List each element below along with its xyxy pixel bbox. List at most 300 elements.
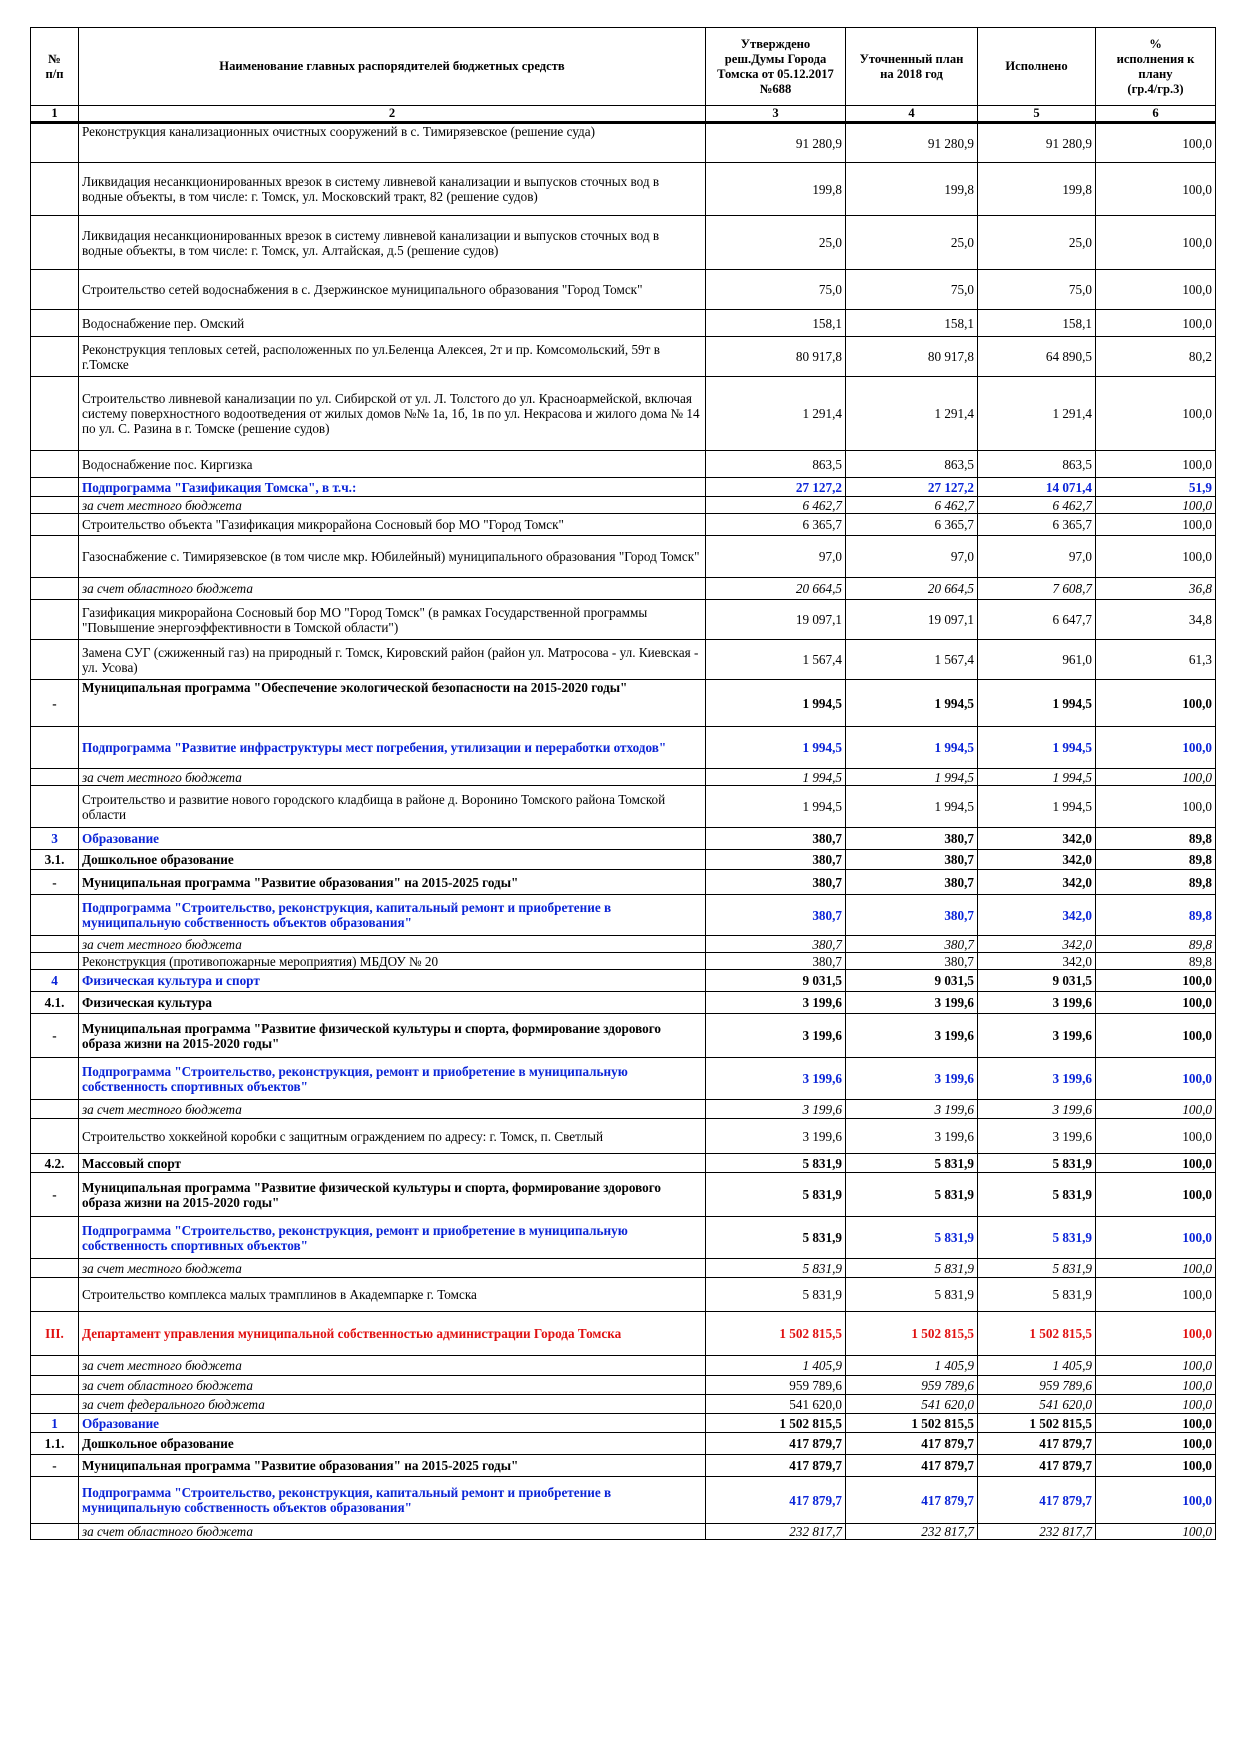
row-number: 4 bbox=[31, 970, 79, 992]
executed-value: 3 199,6 bbox=[978, 1014, 1096, 1058]
percent-value: 100,0 bbox=[1096, 270, 1216, 310]
row-name: Подпрограмма "Развитие инфраструктуры мест погребения, утилизации и переработки отходов" bbox=[79, 727, 706, 769]
plan-value: 1 994,5 bbox=[846, 680, 978, 727]
percent-value: 100,0 bbox=[1096, 1173, 1216, 1217]
percent-value: 100,0 bbox=[1096, 497, 1216, 514]
executed-value: 9 031,5 bbox=[978, 970, 1096, 992]
column-number: 5 bbox=[978, 106, 1096, 123]
percent-value: 100,0 bbox=[1096, 536, 1216, 578]
approved-value: 1 994,5 bbox=[706, 786, 846, 828]
row-number bbox=[31, 786, 79, 828]
row-name: Департамент управления муниципальной собственностью администрации Города Томска bbox=[79, 1312, 706, 1356]
executed-value: 14 071,4 bbox=[978, 478, 1096, 497]
table-row bbox=[31, 310, 1216, 337]
table-row bbox=[31, 514, 1216, 536]
table-row bbox=[31, 1259, 1216, 1278]
row-number bbox=[31, 478, 79, 497]
row-name: Замена СУГ (сжиженный газ) на природный г. Томск, Кировский район (район ул. Матросова - ул. Киевская - ул. Усова) bbox=[79, 640, 706, 680]
percent-value: 100,0 bbox=[1096, 377, 1216, 451]
approved-value: 158,1 bbox=[706, 310, 846, 337]
plan-value: 417 879,7 bbox=[846, 1433, 978, 1455]
plan-value: 5 831,9 bbox=[846, 1278, 978, 1312]
approved-value: 1 502 815,5 bbox=[706, 1312, 846, 1356]
plan-value: 1 405,9 bbox=[846, 1356, 978, 1376]
percent-value: 100,0 bbox=[1096, 1433, 1216, 1455]
executed-value: 7 608,7 bbox=[978, 578, 1096, 600]
percent-value: 100,0 bbox=[1096, 514, 1216, 536]
budget-table bbox=[30, 27, 1216, 1540]
executed-value: 3 199,6 bbox=[978, 1100, 1096, 1119]
table-row bbox=[31, 1100, 1216, 1119]
percent-value: 100,0 bbox=[1096, 216, 1216, 270]
percent-value: 89,8 bbox=[1096, 870, 1216, 895]
plan-value: 3 199,6 bbox=[846, 992, 978, 1014]
executed-value: 1 994,5 bbox=[978, 680, 1096, 727]
approved-value: 80 917,8 bbox=[706, 337, 846, 377]
row-name: Реконструкция (противопожарные мероприятия) МБДОУ № 20 bbox=[79, 953, 706, 970]
table-row bbox=[31, 1173, 1216, 1217]
row-name: Строительство комплекса малых трамплинов в Академпарке г. Томска bbox=[79, 1278, 706, 1312]
plan-value: 9 031,5 bbox=[846, 970, 978, 992]
percent-value: 89,8 bbox=[1096, 936, 1216, 953]
plan-value: 5 831,9 bbox=[846, 1154, 978, 1173]
executed-value: 6 462,7 bbox=[978, 497, 1096, 514]
approved-value: 3 199,6 bbox=[706, 992, 846, 1014]
table-row bbox=[31, 1455, 1216, 1477]
plan-value: 1 994,5 bbox=[846, 769, 978, 786]
table-row bbox=[31, 600, 1216, 640]
row-number: 3 bbox=[31, 828, 79, 850]
percent-value: 100,0 bbox=[1096, 1259, 1216, 1278]
row-number: - bbox=[31, 870, 79, 895]
table-row bbox=[31, 727, 1216, 769]
percent-value: 89,8 bbox=[1096, 828, 1216, 850]
executed-value: 1 405,9 bbox=[978, 1356, 1096, 1376]
plan-value: 75,0 bbox=[846, 270, 978, 310]
row-name: Водоснабжение пер. Омский bbox=[79, 310, 706, 337]
plan-value: 380,7 bbox=[846, 936, 978, 953]
approved-value: 380,7 bbox=[706, 895, 846, 936]
executed-value: 64 890,5 bbox=[978, 337, 1096, 377]
plan-value: 417 879,7 bbox=[846, 1455, 978, 1477]
row-name: за счет областного бюджета bbox=[79, 1376, 706, 1395]
header-name: Наименование главных распорядителей бюджетных средств bbox=[79, 28, 706, 106]
row-number bbox=[31, 1119, 79, 1154]
table-row bbox=[31, 850, 1216, 870]
header-plan: Уточненный план на 2018 год bbox=[846, 28, 978, 106]
row-number: 4.1. bbox=[31, 992, 79, 1014]
row-number bbox=[31, 1058, 79, 1100]
table-row bbox=[31, 163, 1216, 216]
plan-value: 5 831,9 bbox=[846, 1217, 978, 1259]
row-number: - bbox=[31, 1173, 79, 1217]
row-name: за счет федерального бюджета bbox=[79, 1395, 706, 1414]
percent-value: 100,0 bbox=[1096, 1414, 1216, 1433]
plan-value: 5 831,9 bbox=[846, 1173, 978, 1217]
approved-value: 5 831,9 bbox=[706, 1173, 846, 1217]
executed-value: 417 879,7 bbox=[978, 1455, 1096, 1477]
approved-value: 232 817,7 bbox=[706, 1524, 846, 1540]
row-number bbox=[31, 1217, 79, 1259]
executed-value: 25,0 bbox=[978, 216, 1096, 270]
executed-value: 1 994,5 bbox=[978, 727, 1096, 769]
table-row bbox=[31, 1395, 1216, 1414]
percent-value: 100,0 bbox=[1096, 1395, 1216, 1414]
table-row bbox=[31, 497, 1216, 514]
approved-value: 9 031,5 bbox=[706, 970, 846, 992]
table-row bbox=[31, 640, 1216, 680]
approved-value: 3 199,6 bbox=[706, 1100, 846, 1119]
approved-value: 5 831,9 bbox=[706, 1278, 846, 1312]
plan-value: 27 127,2 bbox=[846, 478, 978, 497]
percent-value: 100,0 bbox=[1096, 1154, 1216, 1173]
table-row bbox=[31, 478, 1216, 497]
row-number bbox=[31, 1278, 79, 1312]
percent-value: 89,8 bbox=[1096, 850, 1216, 870]
row-name: Муниципальная программа "Развитие физической культуры и спорта, формирование здорового образа жизни на 2015-2020 годы" bbox=[79, 1014, 706, 1058]
table-row bbox=[31, 1154, 1216, 1173]
row-name: за счет местного бюджета bbox=[79, 936, 706, 953]
row-number bbox=[31, 769, 79, 786]
percent-value: 100,0 bbox=[1096, 451, 1216, 478]
row-number bbox=[31, 1100, 79, 1119]
plan-value: 5 831,9 bbox=[846, 1259, 978, 1278]
row-name: Реконструкция канализационных очистных сооружений в с. Тимирязевское (решение суда) bbox=[79, 123, 706, 163]
row-name: за счет областного бюджета bbox=[79, 578, 706, 600]
row-number bbox=[31, 1376, 79, 1395]
row-name: Муниципальная программа "Развитие физической культуры и спорта, формирование здорового образа жизни на 2015-2020 годы" bbox=[79, 1173, 706, 1217]
executed-value: 961,0 bbox=[978, 640, 1096, 680]
row-name: за счет местного бюджета bbox=[79, 1356, 706, 1376]
table-row bbox=[31, 680, 1216, 727]
percent-value: 100,0 bbox=[1096, 680, 1216, 727]
approved-value: 1 405,9 bbox=[706, 1356, 846, 1376]
table-row bbox=[31, 992, 1216, 1014]
header-executed: Исполнено bbox=[978, 28, 1096, 106]
column-number: 6 bbox=[1096, 106, 1216, 123]
executed-value: 342,0 bbox=[978, 870, 1096, 895]
executed-value: 1 994,5 bbox=[978, 786, 1096, 828]
executed-value: 158,1 bbox=[978, 310, 1096, 337]
percent-value: 89,8 bbox=[1096, 953, 1216, 970]
percent-value: 100,0 bbox=[1096, 1278, 1216, 1312]
executed-value: 5 831,9 bbox=[978, 1259, 1096, 1278]
row-number: 4.2. bbox=[31, 1154, 79, 1173]
plan-value: 1 502 815,5 bbox=[846, 1312, 978, 1356]
executed-value: 1 291,4 bbox=[978, 377, 1096, 451]
plan-value: 19 097,1 bbox=[846, 600, 978, 640]
plan-value: 380,7 bbox=[846, 895, 978, 936]
row-number bbox=[31, 1259, 79, 1278]
row-name: Муниципальная программа "Развитие образования" на 2015-2025 годы" bbox=[79, 870, 706, 895]
row-number bbox=[31, 727, 79, 769]
row-number: - bbox=[31, 680, 79, 727]
percent-value: 100,0 bbox=[1096, 786, 1216, 828]
row-number bbox=[31, 1477, 79, 1524]
column-number: 2 bbox=[79, 106, 706, 123]
table-row bbox=[31, 123, 1216, 163]
percent-value: 100,0 bbox=[1096, 769, 1216, 786]
approved-value: 1 994,5 bbox=[706, 727, 846, 769]
table-row bbox=[31, 536, 1216, 578]
plan-value: 863,5 bbox=[846, 451, 978, 478]
row-name: за счет местного бюджета bbox=[79, 1100, 706, 1119]
approved-value: 5 831,9 bbox=[706, 1217, 846, 1259]
approved-value: 91 280,9 bbox=[706, 123, 846, 163]
row-name: Строительство и развитие нового городского кладбища в районе д. Воронино Томского района Томской области bbox=[79, 786, 706, 828]
executed-value: 342,0 bbox=[978, 850, 1096, 870]
executed-value: 91 280,9 bbox=[978, 123, 1096, 163]
approved-value: 417 879,7 bbox=[706, 1477, 846, 1524]
row-number bbox=[31, 216, 79, 270]
row-number bbox=[31, 514, 79, 536]
plan-value: 158,1 bbox=[846, 310, 978, 337]
row-name: Ликвидация несанкционированных врезок в систему ливневой канализации и выпусков сточных вод в водные объекты, в том числе: г. Томск, ул. Алтайская, д.5 (решение судов) bbox=[79, 216, 706, 270]
approved-value: 5 831,9 bbox=[706, 1259, 846, 1278]
table-row bbox=[31, 769, 1216, 786]
executed-value: 959 789,6 bbox=[978, 1376, 1096, 1395]
row-name: Подпрограмма "Строительство, реконструкция, ремонт и приобретение в муниципальную собственность спортивных объектов" bbox=[79, 1058, 706, 1100]
table-row bbox=[31, 377, 1216, 451]
row-number bbox=[31, 640, 79, 680]
approved-value: 3 199,6 bbox=[706, 1058, 846, 1100]
row-number bbox=[31, 123, 79, 163]
executed-value: 541 620,0 bbox=[978, 1395, 1096, 1414]
executed-value: 3 199,6 bbox=[978, 1058, 1096, 1100]
row-name: Подпрограмма "Строительство, реконструкция, капитальный ремонт и приобретение в муниципальную собственность объектов образования" bbox=[79, 1477, 706, 1524]
percent-value: 80,2 bbox=[1096, 337, 1216, 377]
table-row bbox=[31, 1119, 1216, 1154]
plan-value: 3 199,6 bbox=[846, 1014, 978, 1058]
approved-value: 959 789,6 bbox=[706, 1376, 846, 1395]
approved-value: 1 291,4 bbox=[706, 377, 846, 451]
percent-value: 100,0 bbox=[1096, 1376, 1216, 1395]
approved-value: 1 502 815,5 bbox=[706, 1414, 846, 1433]
row-name: Строительство объекта "Газификация микрорайона Сосновый бор МО "Город Томск" bbox=[79, 514, 706, 536]
row-number: 3.1. bbox=[31, 850, 79, 870]
approved-value: 6 462,7 bbox=[706, 497, 846, 514]
percent-value: 61,3 bbox=[1096, 640, 1216, 680]
plan-value: 417 879,7 bbox=[846, 1477, 978, 1524]
table-row bbox=[31, 786, 1216, 828]
table-row bbox=[31, 216, 1216, 270]
table-row bbox=[31, 1278, 1216, 1312]
executed-value: 97,0 bbox=[978, 536, 1096, 578]
row-number: 1.1. bbox=[31, 1433, 79, 1455]
executed-value: 6 365,7 bbox=[978, 514, 1096, 536]
executed-value: 342,0 bbox=[978, 895, 1096, 936]
row-number bbox=[31, 1395, 79, 1414]
table-body bbox=[31, 123, 1216, 1540]
column-number-row bbox=[31, 106, 1216, 123]
table-row bbox=[31, 1356, 1216, 1376]
percent-value: 100,0 bbox=[1096, 1217, 1216, 1259]
row-number bbox=[31, 1356, 79, 1376]
percent-value: 100,0 bbox=[1096, 1014, 1216, 1058]
plan-value: 25,0 bbox=[846, 216, 978, 270]
row-number bbox=[31, 895, 79, 936]
percent-value: 100,0 bbox=[1096, 163, 1216, 216]
table-row bbox=[31, 953, 1216, 970]
header-approved: Утверждено реш.Думы Города Томска от 05.12.2017 №688 bbox=[706, 28, 846, 106]
approved-value: 19 097,1 bbox=[706, 600, 846, 640]
row-name: Образование bbox=[79, 828, 706, 850]
percent-value: 51,9 bbox=[1096, 478, 1216, 497]
plan-value: 1 994,5 bbox=[846, 786, 978, 828]
percent-value: 100,0 bbox=[1096, 1455, 1216, 1477]
plan-value: 20 664,5 bbox=[846, 578, 978, 600]
percent-value: 36,8 bbox=[1096, 578, 1216, 600]
approved-value: 417 879,7 bbox=[706, 1455, 846, 1477]
plan-value: 232 817,7 bbox=[846, 1524, 978, 1540]
table-row bbox=[31, 1433, 1216, 1455]
row-number bbox=[31, 310, 79, 337]
table-row bbox=[31, 1524, 1216, 1540]
approved-value: 27 127,2 bbox=[706, 478, 846, 497]
table-row bbox=[31, 936, 1216, 953]
executed-value: 342,0 bbox=[978, 953, 1096, 970]
percent-value: 100,0 bbox=[1096, 1312, 1216, 1356]
plan-value: 959 789,6 bbox=[846, 1376, 978, 1395]
table-row bbox=[31, 1414, 1216, 1433]
plan-value: 6 462,7 bbox=[846, 497, 978, 514]
approved-value: 3 199,6 bbox=[706, 1014, 846, 1058]
row-number: 1 bbox=[31, 1414, 79, 1433]
plan-value: 1 502 815,5 bbox=[846, 1414, 978, 1433]
row-name: Газоснабжение с. Тимирязевское (в том числе мкр. Юбилейный) муниципального образования "Город Томск" bbox=[79, 536, 706, 578]
row-name: Газификация микрорайона Сосновый бор МО "Город Томск" (в рамках Государственной программы "Повышение энергоэффективности в Томской области") bbox=[79, 600, 706, 640]
approved-value: 541 620,0 bbox=[706, 1395, 846, 1414]
column-number: 4 bbox=[846, 106, 978, 123]
approved-value: 380,7 bbox=[706, 936, 846, 953]
row-name: Водоснабжение пос. Киргизка bbox=[79, 451, 706, 478]
plan-value: 380,7 bbox=[846, 870, 978, 895]
approved-value: 6 365,7 bbox=[706, 514, 846, 536]
header-row bbox=[31, 28, 1216, 106]
row-number bbox=[31, 936, 79, 953]
row-name: Строительство ливневой канализации по ул. Сибирской от ул. Л. Толстого до ул. Красноармейской, включая систему поверхностного водоотведения от жилых домов №№ 1а, 1б, 1в по ул. Некрасова и жилого дома № 14 по ул. С. Разина в г. Томске (решение судов) bbox=[79, 377, 706, 451]
row-number bbox=[31, 536, 79, 578]
row-name: Массовый спорт bbox=[79, 1154, 706, 1173]
percent-value: 100,0 bbox=[1096, 1524, 1216, 1540]
row-name: за счет местного бюджета bbox=[79, 1259, 706, 1278]
row-number bbox=[31, 497, 79, 514]
row-name: Дошкольное образование bbox=[79, 1433, 706, 1455]
approved-value: 199,8 bbox=[706, 163, 846, 216]
row-number bbox=[31, 337, 79, 377]
column-number: 3 bbox=[706, 106, 846, 123]
row-number: - bbox=[31, 1014, 79, 1058]
row-name: Образование bbox=[79, 1414, 706, 1433]
approved-value: 3 199,6 bbox=[706, 1119, 846, 1154]
row-name: Подпрограмма "Строительство, реконструкция, ремонт и приобретение в муниципальную собственность спортивных объектов" bbox=[79, 1217, 706, 1259]
row-number bbox=[31, 451, 79, 478]
executed-value: 342,0 bbox=[978, 828, 1096, 850]
table-row bbox=[31, 970, 1216, 992]
executed-value: 75,0 bbox=[978, 270, 1096, 310]
row-name: за счет областного бюджета bbox=[79, 1524, 706, 1540]
table-row bbox=[31, 1312, 1216, 1356]
approved-value: 75,0 bbox=[706, 270, 846, 310]
percent-value: 100,0 bbox=[1096, 310, 1216, 337]
row-number bbox=[31, 163, 79, 216]
approved-value: 25,0 bbox=[706, 216, 846, 270]
executed-value: 232 817,7 bbox=[978, 1524, 1096, 1540]
table-row bbox=[31, 1376, 1216, 1395]
executed-value: 417 879,7 bbox=[978, 1477, 1096, 1524]
table-row bbox=[31, 1014, 1216, 1058]
row-name: Муниципальная программа "Развитие образования" на 2015-2025 годы" bbox=[79, 1455, 706, 1477]
plan-value: 91 280,9 bbox=[846, 123, 978, 163]
plan-value: 1 291,4 bbox=[846, 377, 978, 451]
row-number: - bbox=[31, 1455, 79, 1477]
approved-value: 97,0 bbox=[706, 536, 846, 578]
executed-value: 1 994,5 bbox=[978, 769, 1096, 786]
row-name: Строительство хоккейной коробки с защитным ограждением по адресу: г. Томск, п. Светлый bbox=[79, 1119, 706, 1154]
plan-value: 1 994,5 bbox=[846, 727, 978, 769]
row-name: за счет местного бюджета bbox=[79, 497, 706, 514]
percent-value: 100,0 bbox=[1096, 970, 1216, 992]
table-row bbox=[31, 337, 1216, 377]
executed-value: 5 831,9 bbox=[978, 1217, 1096, 1259]
row-name: Подпрограмма "Газификация Томска", в т.ч.: bbox=[79, 478, 706, 497]
row-name: за счет местного бюджета bbox=[79, 769, 706, 786]
approved-value: 380,7 bbox=[706, 953, 846, 970]
executed-value: 3 199,6 bbox=[978, 992, 1096, 1014]
row-name: Физическая культура и спорт bbox=[79, 970, 706, 992]
approved-value: 1 994,5 bbox=[706, 769, 846, 786]
plan-value: 380,7 bbox=[846, 953, 978, 970]
percent-value: 89,8 bbox=[1096, 895, 1216, 936]
approved-value: 380,7 bbox=[706, 850, 846, 870]
table-row bbox=[31, 578, 1216, 600]
executed-value: 6 647,7 bbox=[978, 600, 1096, 640]
approved-value: 863,5 bbox=[706, 451, 846, 478]
row-name: Подпрограмма "Строительство, реконструкция, капитальный ремонт и приобретение в муниципальную собственность объектов образования" bbox=[79, 895, 706, 936]
row-number bbox=[31, 377, 79, 451]
percent-value: 100,0 bbox=[1096, 123, 1216, 163]
executed-value: 5 831,9 bbox=[978, 1278, 1096, 1312]
plan-value: 541 620,0 bbox=[846, 1395, 978, 1414]
approved-value: 1 567,4 bbox=[706, 640, 846, 680]
percent-value: 34,8 bbox=[1096, 600, 1216, 640]
header-number: № п/п bbox=[31, 28, 79, 106]
executed-value: 3 199,6 bbox=[978, 1119, 1096, 1154]
table-row bbox=[31, 1477, 1216, 1524]
executed-value: 199,8 bbox=[978, 163, 1096, 216]
row-name: Дошкольное образование bbox=[79, 850, 706, 870]
plan-value: 380,7 bbox=[846, 850, 978, 870]
executed-value: 5 831,9 bbox=[978, 1154, 1096, 1173]
row-name: Реконструкция тепловых сетей, расположенных по ул.Беленца Алексея, 2т и пр. Комсомольский, 59т в г.Томске bbox=[79, 337, 706, 377]
table-row bbox=[31, 451, 1216, 478]
row-number bbox=[31, 578, 79, 600]
executed-value: 417 879,7 bbox=[978, 1433, 1096, 1455]
executed-value: 5 831,9 bbox=[978, 1173, 1096, 1217]
table-row bbox=[31, 828, 1216, 850]
approved-value: 417 879,7 bbox=[706, 1433, 846, 1455]
column-number: 1 bbox=[31, 106, 79, 123]
table-row bbox=[31, 270, 1216, 310]
header-percent: % исполнения к плану (гр.4/гр.3) bbox=[1096, 28, 1216, 106]
row-number: III. bbox=[31, 1312, 79, 1356]
plan-value: 80 917,8 bbox=[846, 337, 978, 377]
plan-value: 97,0 bbox=[846, 536, 978, 578]
row-name: Ликвидация несанкционированных врезок в систему ливневой канализации и выпусков сточных вод в водные объекты, в том числе: г. Томск, ул. Московский тракт, 82 (решение судов) bbox=[79, 163, 706, 216]
row-name: Физическая культура bbox=[79, 992, 706, 1014]
plan-value: 3 199,6 bbox=[846, 1119, 978, 1154]
table-row bbox=[31, 870, 1216, 895]
